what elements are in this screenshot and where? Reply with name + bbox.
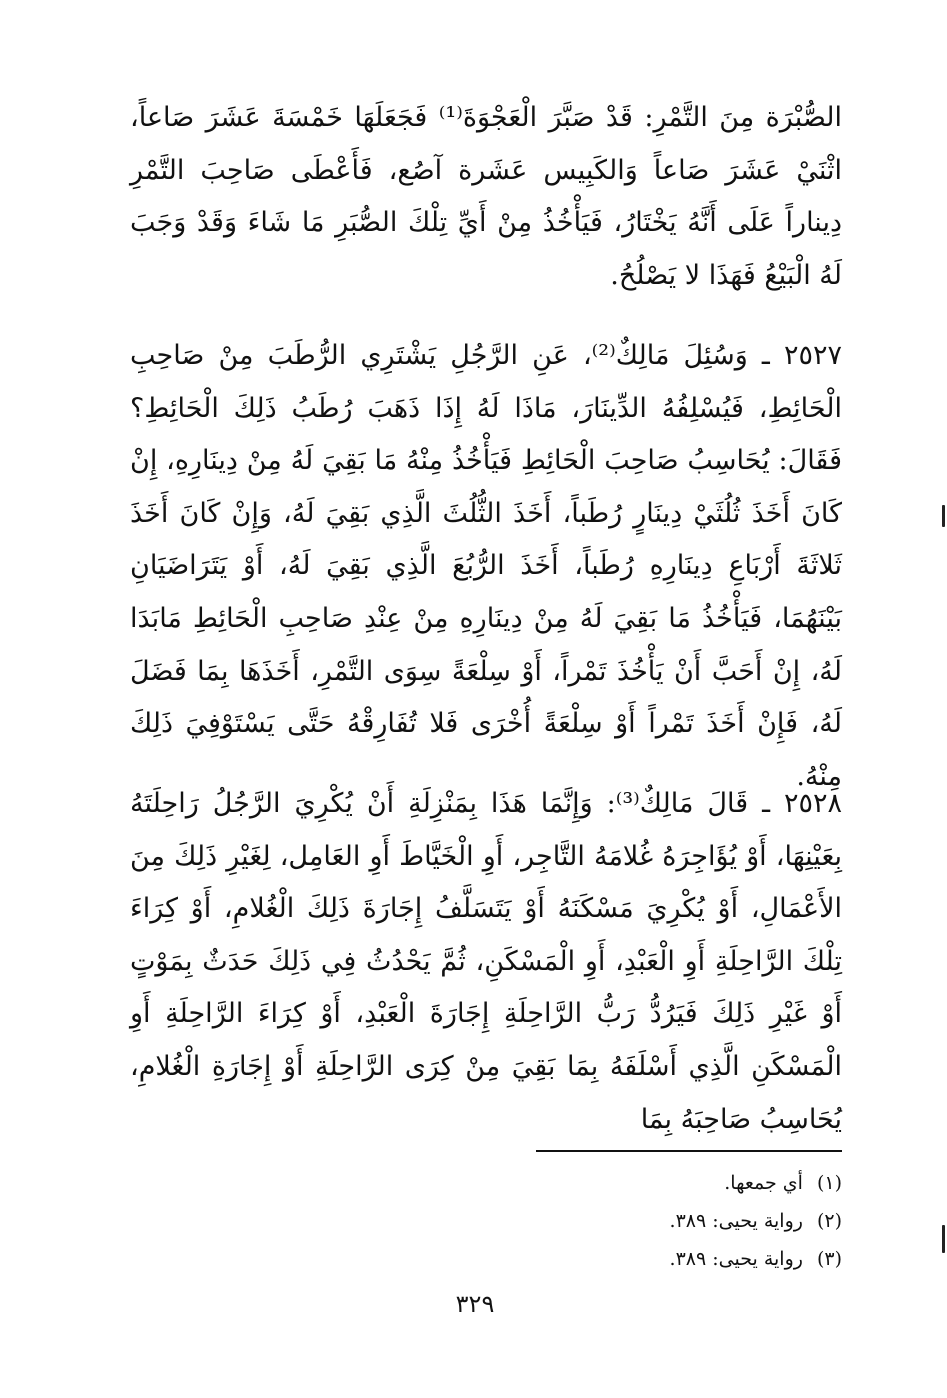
page-number: ٣٢٩ [455,1290,495,1318]
scan-edge [939,0,947,1398]
paragraph-number: ٢٥٢٨ [783,788,842,819]
paragraph-2528 [130,778,842,1146]
paragraph-continuation [130,92,842,302]
footnote [380,1164,842,1202]
footnote-number: (٣) [816,1248,842,1270]
footnote-text: رواية يحيى: ٣٨٩. [669,1210,803,1232]
paragraph-2527 [130,330,842,803]
footnote-text: أي جمعها. [724,1172,803,1194]
paragraph-text: قَالَ مَالِكٌ⁽³⁾: وَإِنَّمَا هَذَا بِمَنْزِلَةِ أَنْ يُكْرِيَ الرَّجُلُ رَاحِلَتَهُ بِعَيْنِهَا، أَوْ يُؤَاجِرَهُ غُلامَهُ التَّاجِر، أَوِ الْخَيَّاطَ أَوِ العَامِل، لِغَيْرِ ذَلِكَ مِنَ الأَعْمَالِ، أَوْ يُكْرِيَ مَسْكَنَهُ أَوْ يَتَسَلَّفُ إِجَارَةَ ذَلِكَ الْغُلامِ، أَوْ كِرَاءَ تِلْكَ الرَّاحِلَةِ أَوِ الْعَبْدِ، أَوِ الْمَسْكَنِ، ثُمَّ يَحْدُثُ فِي ذَلِكَ حَدَثٌ بِمَوْتٍ أَوْ غَيْرِ ذَلِكَ فَيَرُدُّ رَبُّ الرَّاحِلَةِ إِجَارَةَ الْعَبْدِ، أَوْ كِرَاءَ الرَّاحِلَةِ أَوِ الْمَسْكَنِ الَّذِي أَسْلَفَهُ بِمَا بَقِيَ مِنْ كِرَى الرَّاحِلَةِ أَوْ إِجَارَةِ الْغُلامِ، يُحَاسِبُ صَاحِبَهُ بِمَا [130,788,842,1135]
footnote-separator [536,1150,842,1152]
paragraph-dash: ـ [748,788,771,819]
paragraph-number: ٢٥٢٧ [783,340,842,371]
footnote-number: (٢) [816,1210,842,1232]
paragraph-dash: ـ [747,340,770,371]
scan-mark [942,1225,945,1253]
paragraph-text: وَسُئِلَ مَالِكٌ⁽²⁾، عَنِ الرَّجُلِ يَشْتَرِي الرُّطَبَ مِنْ صَاحِبِ الْحَائِطِ، فَيُسْلِفُهُ الدِّينَارَ، مَاذَا لَهُ إِذَا ذَهَبَ رُطَبُ ذَلِكَ الْحَائِطِ؟ فَقَالَ: يُحَاسِبُ صَاحِبَ الْحَائِطِ فَيَأْخُذُ مِنْهُ مَا بَقِيَ لَهُ مِنْ دِينَارِهِ، إِنْ كَانَ أَخَذَ ثُلُثَيْ دِينَارٍ رُطَباً، أَخَذَ الثُّلُثَ الَّذِي بَقِيَ لَهُ، وَإِنْ كَانَ أَخَذَ ثَلاثَةَ أَرْبَاعِ دِينَارِهِ رُطَباً، أَخَذَ الرُّبُعَ الَّذِي بَقِيَ لَهُ، أَوْ يَتَرَاضَيَانِ بَيْنَهُمَا، فَيَأْخُذُ مَا بَقِيَ لَهُ مِنْ دِينَارِهِ مِنْ عِنْدِ صَاحِبِ الْحَائِطِ مَابَدَا لَهُ، إِنْ أَحَبَّ أَنْ يَأْخُذَ تَمْراً، أَوْ سِلْعَةً سِوَى التَّمْرِ، أَخَذَهَا بِمَا فَضَلَ لَهُ، فَإِنْ أَخَذَ تَمْراً أَوْ سِلْعَةً أُخْرَى فَلا تُفَارِقْهُ حَتَّى يَسْتَوْفِيَ ذَلِكَ مِنْهُ. [130,340,842,792]
footnote [380,1202,842,1240]
footnote-number: (١) [816,1172,842,1194]
footnotes [380,1164,842,1278]
footnote-text: رواية يحيى: ٣٨٩. [669,1248,803,1270]
footnote [380,1240,842,1278]
paragraph-text: الصُّبْرَة مِنَ التَّمْرِ: قَدْ صَبَّرَ الْعَجْوَةَ⁽¹⁾ فَجَعَلَهَا خَمْسَةَ عَشَرَ صَاعاً، اثْنَيْ عَشَرَ صَاعاً وَالكَبِيس عَشَرة آصُع، فَأَعْطَى صَاحِبَ التَّمْرِ دِيناراً عَلَى أَنَّهُ يَخْتَارُ، فَيَأْخُذُ مِنْ أَيِّ تِلْكَ الصُّبَرِ مَا شَاءَ وَقَدْ وَجَبَ لَهُ الْبَيْعُ فَهَذَا لا يَصْلُحُ. [130,102,842,291]
scan-mark [942,505,945,527]
